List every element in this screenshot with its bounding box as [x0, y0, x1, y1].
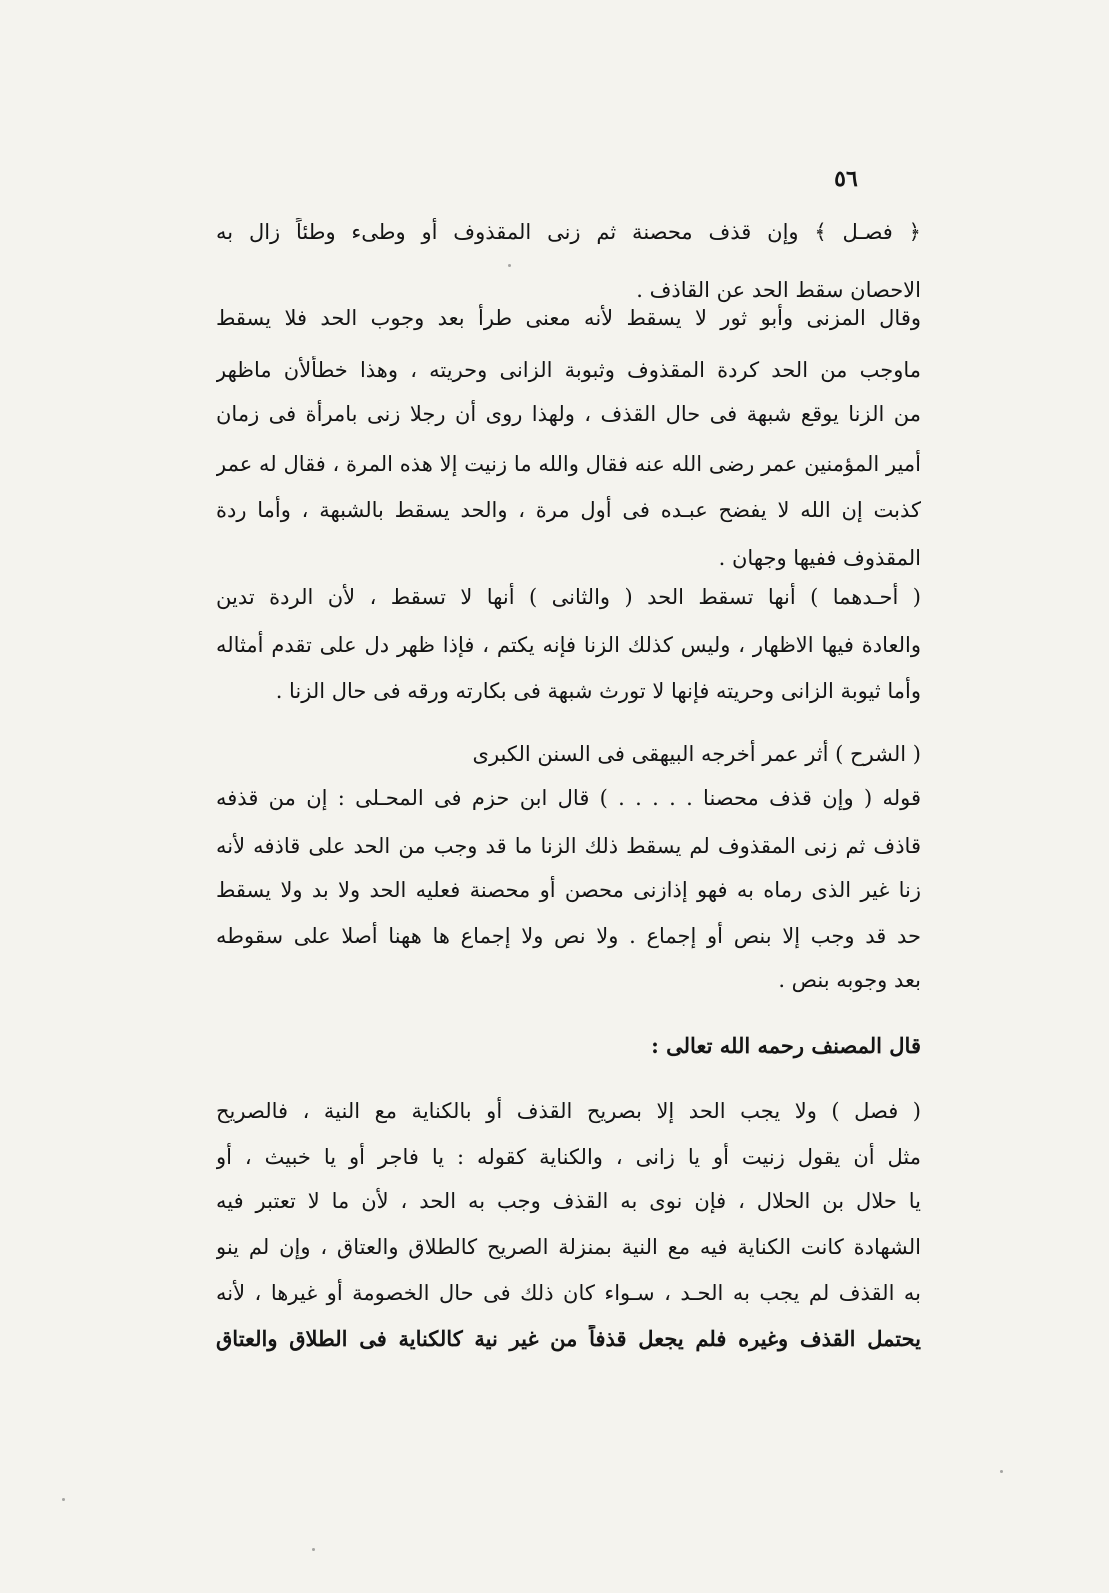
text-line: وأما ثيوبة الزانى وحريته فإنها لا تورث شبهة فى بكارته ورقه فى حال الزنا . [275, 679, 921, 703]
text-line: قاذف ثم زنى المقذوف لم يسقط ذلك الزنا ما قد وجب من الحد على قاذفه لأنه [216, 834, 921, 858]
text-line: قال المصنف رحمه الله تعالى : [651, 1033, 921, 1058]
text-line: والعادة فيها الاظهار ، وليس كذلك الزنا فإنه يكتم ، فإذا ظهر دل على تقدم أمثاله [216, 633, 921, 657]
scan-speck [1000, 1470, 1003, 1473]
text-line: ماوجب من الحد كردة المقذوف وثبوبة الزانى وحريته ، وهذا خطألأن ماظهر [216, 358, 921, 382]
paragraph-2 [216, 304, 921, 584]
text-line: به القذف لم يجب به الحـد ، سـواء كان ذلك فى حال الخصومة أو غيرها ، لأنه [216, 1281, 921, 1305]
text-line: ( أحـدهما ) أنها تسقط الحد ( والثانى ) أنها لا تسقط ، لأن الردة تدين [216, 585, 921, 609]
text-line: ﴿ فصـل ﴾ وإن قذف محصنة ثم زنى المقذوف أو وطىء وطئاً زال به [216, 220, 921, 244]
text-line: بعد وجوبه بنص . [778, 968, 921, 992]
text-line: ( الشرح ) أثر عمر أخرجه البيهقى فى السنن الكبرى [472, 742, 921, 766]
text-line: كذبت إن الله لا يفضح عبـده فى أول مرة ، والحد يسقط بالشبهة ، وأما ردة [216, 498, 921, 522]
text-line: يحتمل القذف وغيره فلم يجعل قذفاً من غير نية كالكناية فى الطلاق والعتاق [216, 1326, 921, 1351]
scan-speck [62, 1498, 65, 1501]
scan-speck [312, 1548, 315, 1551]
paragraph-6 [216, 1097, 921, 1365]
text-line: ( فصل ) ولا يجب الحد إلا بصريح القذف أو بالكناية مع النية ، فالصريح [216, 1099, 921, 1123]
page-number: ٥٦ [834, 166, 858, 192]
text-line: زنا غير الذى رماه به فهو إذازنى محصن أو محصنة فعليه الحد ولا بد ولا يسقط [216, 878, 921, 902]
text-line: من الزنا يوقع شبهة فى حال القذف ، ولهذا روى أن رجلا زنى بامرأة فى زمان [216, 402, 921, 426]
text-line: الشهادة كانت الكناية فيه مع النية بمنزلة الصريح كالطلاق والعتاق ، وإن لم ينو [216, 1235, 921, 1259]
text-line: حد قد وجب إلا بنص أو إجماع . ولا نص ولا إجماع ها ههنا أصلا على سقوطه [216, 924, 921, 948]
text-line: أمير المؤمنين عمر رضى الله عنه فقال والله ما زنيت إلا هذه المرة ، فقال له عمر [216, 452, 921, 476]
author-heading [216, 1032, 921, 1072]
paragraph-3 [216, 583, 921, 717]
text-line: وقال المزنى وأبو ثور لا يسقط لأنه معنى طرأ بعد وجوب الحد فلا يسقط [216, 306, 921, 330]
text-line: المقذوف ففيها وجهان . [718, 546, 921, 570]
scan-speck [508, 264, 511, 267]
text-line: الاحصان سقط الحد عن القاذف . [636, 278, 921, 302]
text-line: مثل أن يقول زنيت أو يا زانى ، والكناية كقوله : يا فاجر أو يا خبيث ، أو [216, 1145, 921, 1169]
commentary-paragraph [216, 740, 921, 1006]
text-line: يا حلال بن الحلال ، فإن نوى به القذف وجب به الحد ، لأن ما لا تعتبر فيه [216, 1189, 921, 1213]
text-line: قوله ( وإن قذف محصنا . . . . . ) قال ابن حزم فى المحـلى : إن من قذفه [216, 786, 921, 810]
